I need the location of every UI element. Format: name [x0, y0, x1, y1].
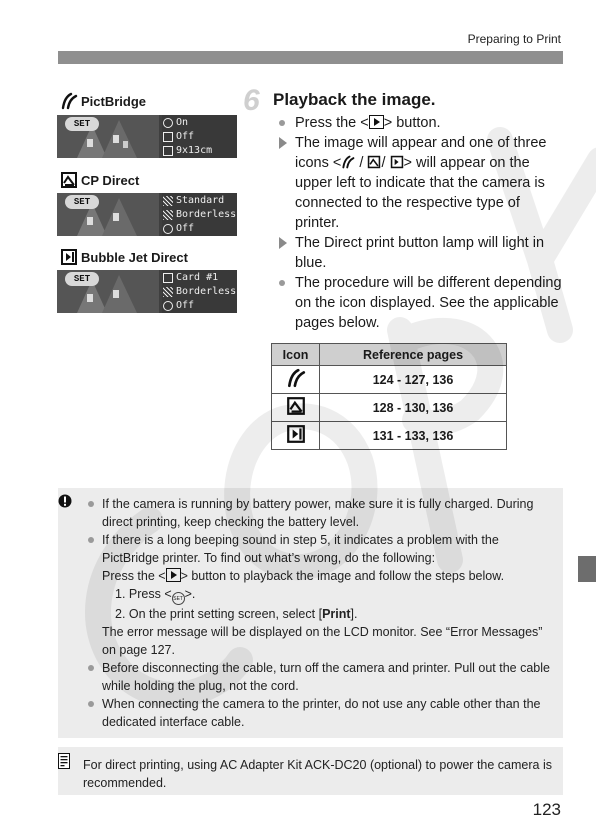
- pattern-icon: [163, 210, 173, 220]
- option-row: Standard: [159, 194, 237, 208]
- column-header: Reference pages: [320, 344, 507, 366]
- reference-pages-cell: 128 - 130, 136: [320, 394, 507, 422]
- caution-substep: 1. Press < SET >.: [85, 585, 555, 605]
- caution-item: If the camera is running by battery power, make sure it is fully charged. During direct printing, keep checking the battery level.: [85, 495, 555, 531]
- page-number: 123: [532, 800, 561, 819]
- bubble-jet-direct-icon: [286, 424, 306, 444]
- clock-icon: [163, 224, 173, 234]
- warning-icon: [58, 494, 72, 508]
- pattern-icon: [163, 196, 173, 206]
- lcd-screen-cp-direct: [57, 193, 237, 236]
- icon-cell: [272, 366, 320, 394]
- caution-continuation: Press the < > button to playback the image and follow the steps below.: [102, 569, 505, 583]
- step-title: Playback the image.: [273, 90, 436, 109]
- caution-item: If there is a long beeping sound in step 5, it indicates a problem with the PictBridge printer. To find out what’s wrong, do the following:: [85, 531, 555, 567]
- icon-cell: [272, 394, 320, 422]
- printer-label-bubble-jet: [60, 248, 188, 266]
- pictbridge-icon: [60, 92, 78, 110]
- printer-label-cp-direct: [60, 171, 139, 189]
- column-header: Icon: [272, 344, 320, 366]
- set-badge: SET: [65, 117, 99, 131]
- printer-label-text: PictBridge: [81, 93, 147, 109]
- lcd-screen-bubble-jet: [57, 270, 237, 313]
- table-row: [272, 394, 507, 422]
- table-row: [272, 422, 507, 450]
- set-button-icon: SET: [172, 592, 185, 605]
- print-options-panel: [159, 270, 237, 313]
- set-badge: SET: [65, 272, 99, 286]
- caution-box: [58, 488, 563, 738]
- image-icon: [163, 132, 173, 142]
- note-text: For direct printing, using AC Adapter Kit ACK-DC20 (optional) to power the camera is recommended.: [83, 758, 552, 790]
- pattern-icon: [163, 287, 173, 297]
- caution-substep: 2. On the print setting screen, select [Print].: [115, 607, 358, 621]
- lcd-screen-pictbridge: [57, 115, 237, 158]
- note-box: [58, 747, 563, 795]
- step-number: 6: [243, 84, 260, 117]
- option-row: Off: [159, 130, 237, 144]
- caution-continuation: The error message will be displayed on the LCD monitor. See “Error Messages” on page 127.: [102, 625, 543, 657]
- cp-direct-icon: [60, 171, 78, 189]
- caution-item: Before disconnecting the cable, turn off the camera and printer. Pull out the cable while holding the plug, not the cord.: [85, 659, 555, 695]
- print-options-panel: [159, 115, 237, 158]
- step-instructions: [276, 113, 566, 333]
- cp-direct-icon: [286, 396, 306, 416]
- paper-icon: [163, 146, 173, 156]
- bullet-item: The procedure will be different depending on the icon displayed. See the applicable pages below.: [295, 275, 562, 331]
- option-row: On: [159, 116, 237, 130]
- option-row: Card #1: [159, 271, 237, 285]
- bullet-item: The image will appear and one of three icons < / / > will appear on the upper left to indicate that the camera is connected to the respective type of printer.: [295, 135, 547, 231]
- pictbridge-icon: [286, 368, 306, 388]
- option-row: Off: [159, 222, 237, 236]
- bubble-jet-direct-icon: [390, 155, 404, 169]
- set-badge: SET: [65, 195, 99, 209]
- clock-icon: [163, 301, 173, 311]
- table-header-row: [272, 344, 507, 366]
- memo-icon: [58, 753, 70, 769]
- option-row: 9x13cm: [159, 144, 237, 158]
- printer-label-text: Bubble Jet Direct: [81, 249, 188, 265]
- card-icon: [163, 273, 173, 283]
- bullet-item: The Direct print button lamp will light in blue.: [295, 235, 545, 271]
- print-options-panel: [159, 193, 237, 236]
- printer-label-text: CP Direct: [81, 172, 140, 188]
- chapter-side-tab: [578, 556, 596, 582]
- caution-item: When connecting the camera to the printer, do not use any cable other than the dedicated interface cable.: [85, 695, 555, 731]
- option-row: Borderless: [159, 208, 237, 222]
- caution-list: [85, 495, 555, 731]
- clock-icon: [163, 118, 173, 128]
- cp-direct-icon: [367, 155, 381, 169]
- reference-pages-cell: 131 - 133, 136: [320, 422, 507, 450]
- icon-cell: [272, 422, 320, 450]
- option-row: Off: [159, 299, 237, 313]
- table-row: [272, 366, 507, 394]
- section-title: Preparing to Print: [467, 32, 561, 46]
- option-row: Borderless: [159, 285, 237, 299]
- printer-label-pictbridge: [60, 92, 146, 110]
- playback-button-icon: [166, 568, 181, 582]
- playback-button-icon: [369, 115, 384, 129]
- pictbridge-icon: [341, 155, 355, 169]
- bubble-jet-direct-icon: [60, 248, 78, 266]
- reference-pages-cell: 124 - 127, 136: [320, 366, 507, 394]
- reference-table: [271, 343, 507, 450]
- header-bar: [58, 51, 563, 64]
- bullet-item: Press the < > button.: [295, 115, 441, 131]
